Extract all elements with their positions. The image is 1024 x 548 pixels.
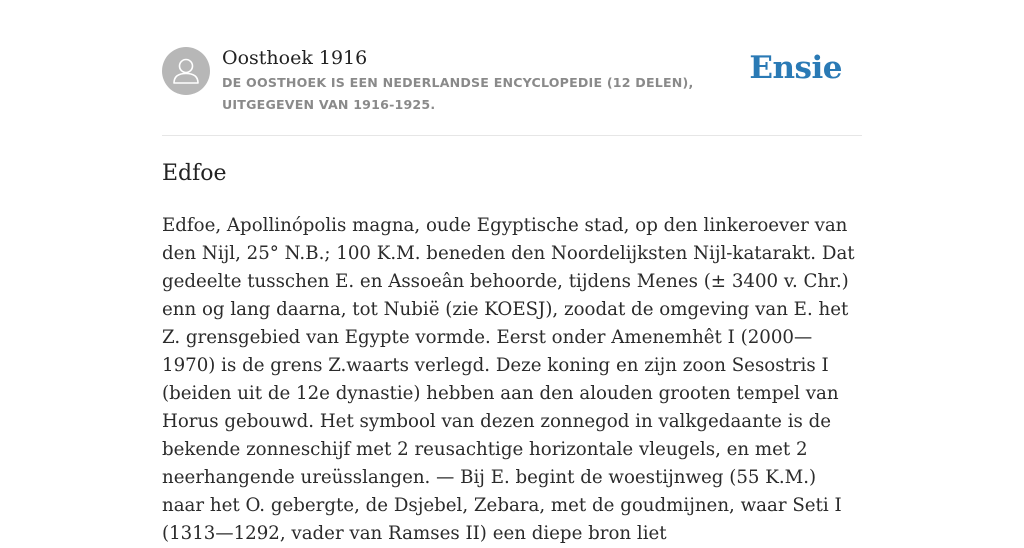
avatar[interactable]: [162, 47, 210, 95]
page: [162, 0, 862, 544]
entry-title: Edfoe: [162, 161, 227, 186]
ensie-logo[interactable]: Ensie: [749, 50, 842, 86]
source-description: DE OOSTHOEK IS EEN NEDERLANDSE ENCYCLOPEDIE (12 DELEN), UITGEGEVEN VAN 1916-1925.: [222, 75, 694, 112]
divider: [162, 135, 862, 136]
entry-body: Edfoe, Apollinópolis magna, oude Egyptische stad, op den linkeroever van den Nijl, 25° N.B.; 100 K.M. beneden den Noordelijksten Nijl-katarakt. Dat gedeelte tusschen E. en Assoeân behoorde, tijdens Menes (± 3400 v. Chr.) enn og lang daarna, tot Nubië (zie KOESJ), zoodat de omgeving van E. het Z. grensgebied van Egypte vormde. Eerst onder Amenemhêt I (2000—1970) is de grens Z.waarts verlegd. Deze koning en zijn zoon Sesostris I (beiden uit de 12e dynastie) hebben aan den alouden grooten tempel van Horus gebouwd. Het symbool van dezen zonnegod in valkgedaante is de bekende zonneschijf met 2 reusachtige horizontale vleugels, en met 2 neerhangende ureüsslangen. — Bij E. begint de woestijnweg (55 K.M.) naar het O. gebergte, de Dsjebel, Zebara, met de goudmijnen, waar Seti I (1313—1292, vader van Ramses II) een diepe bron liet: [162, 215, 855, 544]
user-icon: [162, 47, 210, 95]
source-header: [162, 46, 862, 118]
source-title[interactable]: Oosthoek 1916: [222, 47, 368, 69]
